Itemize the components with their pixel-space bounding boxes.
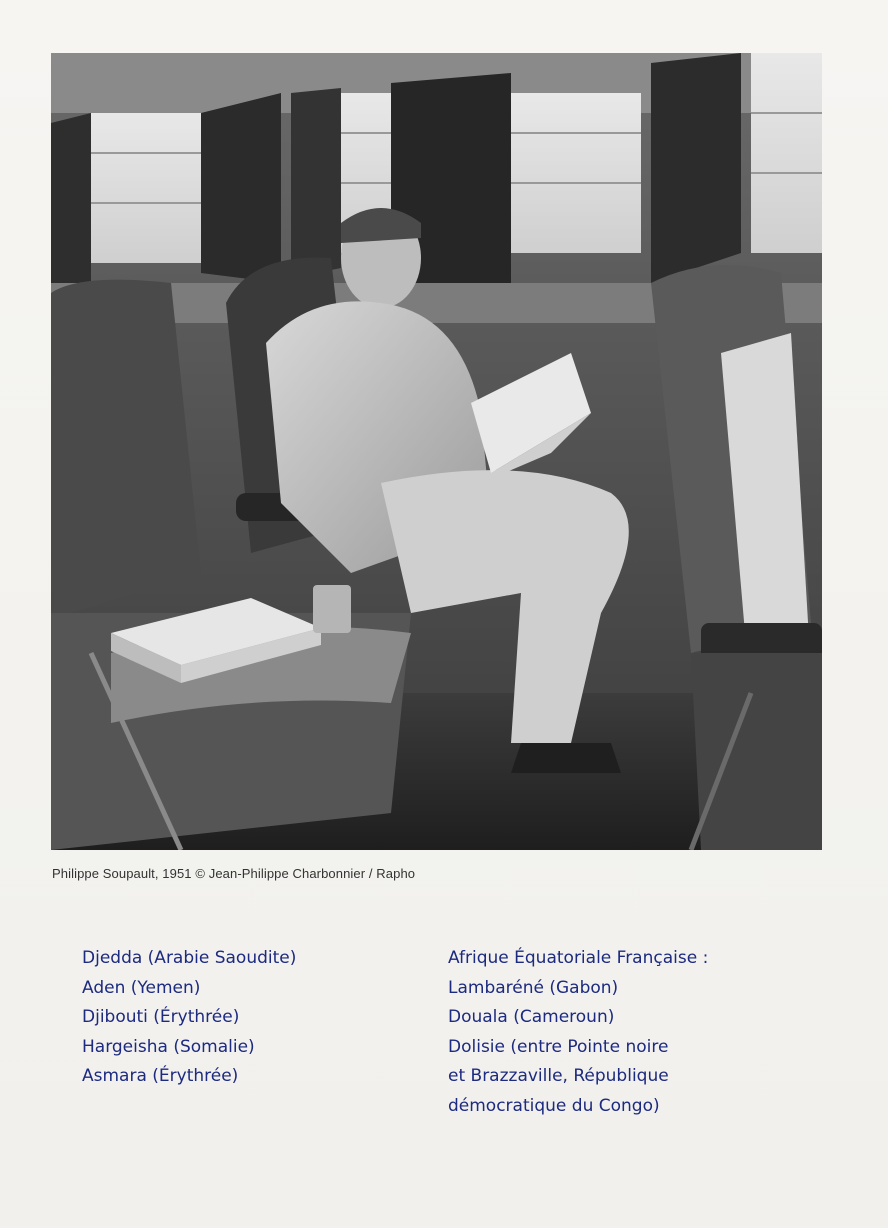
place-item: Lambaréné (Gabon) — [448, 977, 619, 998]
place-item: Asmara (Érythrée) — [82, 1066, 239, 1087]
place-item: et Brazzaville, République — [448, 1066, 669, 1087]
places-list-left — [82, 944, 296, 1092]
photograph — [51, 53, 822, 850]
place-item: Djedda (Arabie Saoudite) — [82, 948, 297, 968]
place-item: démocratique du Congo) — [448, 1095, 660, 1116]
place-item: Aden (Yemen) — [82, 977, 201, 998]
places-list-right — [448, 944, 708, 1122]
place-item: Afrique Équatoriale Française : — [448, 948, 709, 968]
place-item: Hargeisha (Somalie) — [82, 1036, 255, 1057]
place-item: Douala (Cameroun) — [448, 1007, 615, 1028]
photo-caption: Philippe Soupault, 1951 © Jean-Philippe Charbonnier / Rapho — [52, 866, 416, 881]
place-item: Djibouti (Érythrée) — [82, 1007, 240, 1028]
place-item: Dolisie (entre Pointe noire — [448, 1036, 669, 1057]
